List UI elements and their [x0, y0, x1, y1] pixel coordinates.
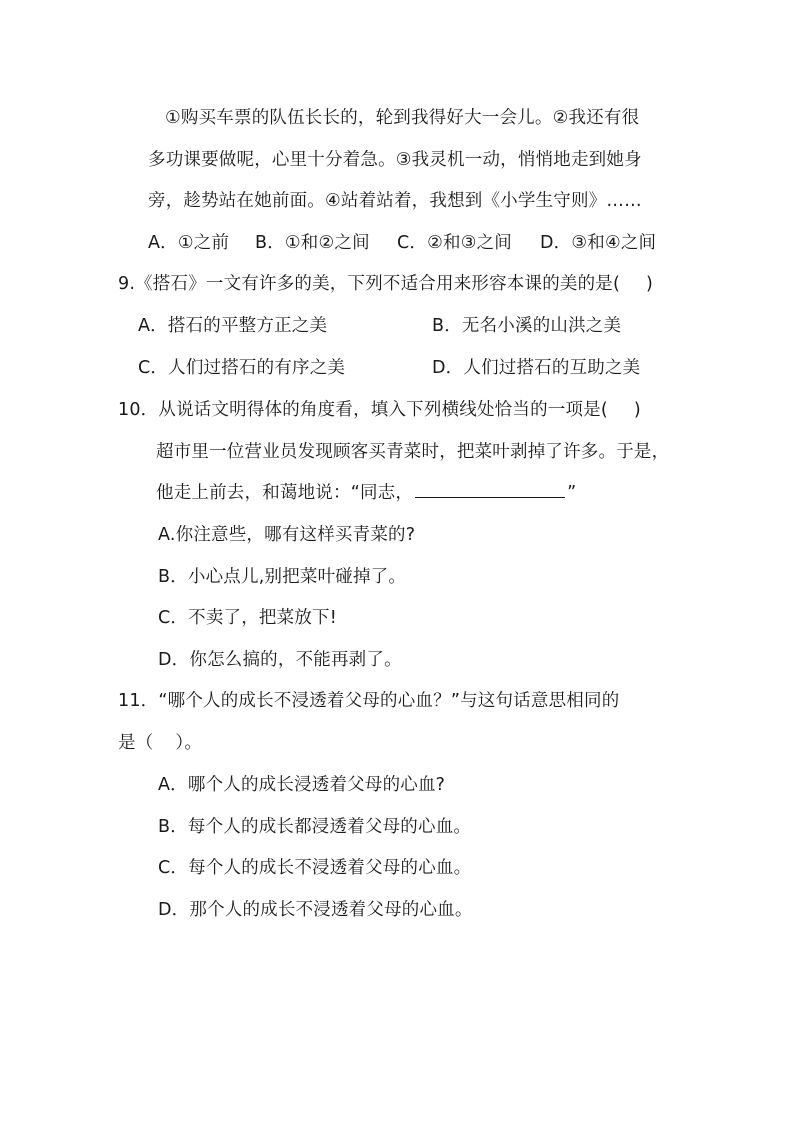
- q10-context-text: 他走上前去，和蔼地说：“同志，: [156, 483, 414, 503]
- q9-stem-close: ): [646, 274, 654, 294]
- q10-fill-blank: [415, 481, 565, 498]
- q10-stem-text: 10．从说话文明得体的角度看，填入下列横线处恰当的一项是(: [118, 400, 608, 420]
- q9-option-c: C．人们过搭石的有序之美: [138, 358, 346, 378]
- q11-option-a: A．哪个人的成长浸透着父母的心血?: [158, 775, 446, 795]
- q11-stem-text: 是（: [118, 733, 154, 753]
- q11-stem-close: ）。: [175, 733, 203, 753]
- q10-option-d: D．你怎么搞的，不能再剥了。: [158, 650, 402, 670]
- q9-option-b: B．无名小溪的山洪之美: [432, 316, 622, 336]
- q10-context-line-1: 超市里一位营业员发现顾客买青菜时，把菜叶剥掉了许多。于是，: [156, 442, 670, 462]
- q10-option-c: C．不卖了，把菜放下!: [158, 608, 337, 628]
- q10-context-line-2: [156, 481, 576, 505]
- q10-option-a: A.你注意些，哪有这样买青菜的?: [158, 525, 416, 545]
- q11-option-d: D．那个人的成长不浸透着父母的心血。: [158, 900, 473, 920]
- passage-option-c: C．②和③之间: [397, 233, 512, 253]
- passage-option-a: A．①之前: [148, 233, 230, 253]
- passage-line-3: 旁，趁势站在她前面。④站着站着，我想到《小学生守则》……: [148, 191, 642, 211]
- q10-option-b: B．小心点儿,别把菜叶碰掉了。: [158, 567, 407, 587]
- q9-stem: [118, 272, 653, 296]
- q11-stem-line-2: [118, 731, 202, 755]
- passage-option-d: D．③和④之间: [540, 233, 657, 253]
- q10-stem: [118, 398, 641, 422]
- q11-option-c: C．每个人的成长不浸透着父母的心血。: [158, 858, 472, 878]
- q10-stem-close: ): [633, 400, 641, 420]
- q10-context-close-quote: ”: [567, 483, 577, 503]
- q11-option-b: B．每个人的成长都浸透着父母的心血。: [158, 817, 472, 837]
- q9-option-d: D．人们过搭石的互助之美: [432, 358, 641, 378]
- q11-stem-line-1: 11．“哪个人的成长不浸透着父母的心血？”与这句话意思相同的: [118, 691, 620, 711]
- q9-option-a: A．搭石的平整方正之美: [138, 316, 328, 336]
- passage-line-2: 多功课要做呢，心里十分着急。③我灵机一动，悄悄地走到她身: [148, 150, 642, 170]
- passage-option-b: B．①和②之间: [255, 233, 370, 253]
- passage-line-1: ①购买车票的队伍长长的，轮到我得好大一会儿。②我还有很: [165, 108, 640, 128]
- q9-stem-text: 9.《搭石》一文有许多的美，下列不适合用来形容本课的美的是(: [118, 274, 621, 294]
